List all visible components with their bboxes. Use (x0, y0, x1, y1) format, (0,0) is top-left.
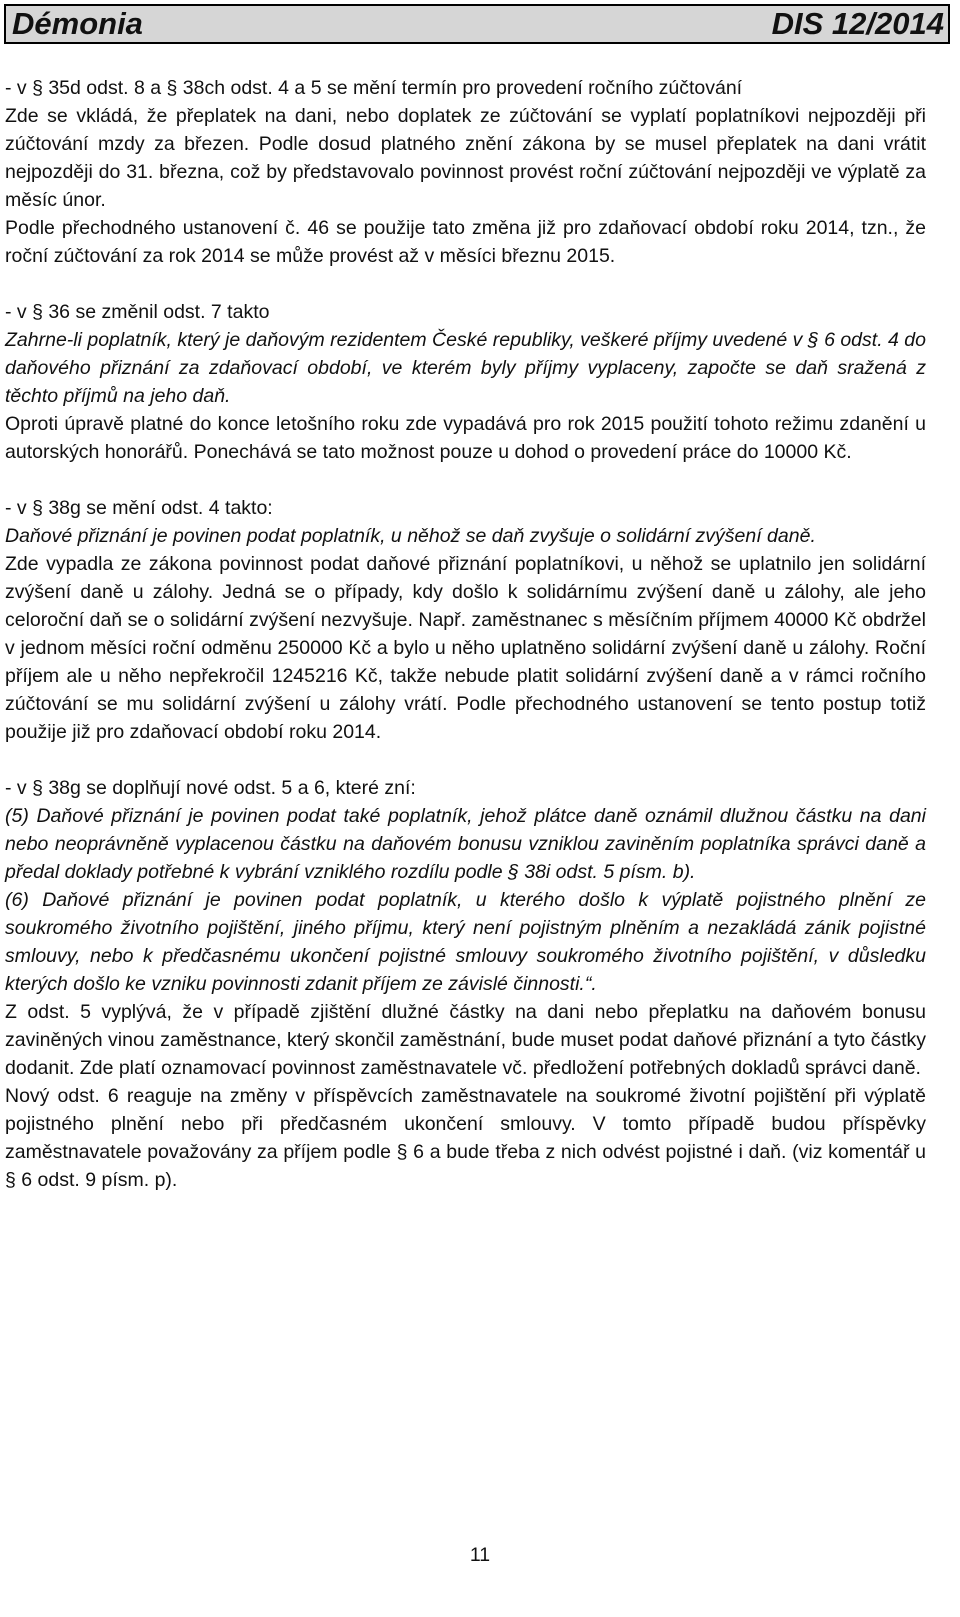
document-body (5, 74, 926, 1194)
section-4-paragraph-4: Nový odst. 6 reaguje na změny v příspěvcích zaměstnavatele na soukromé životní pojištění při výplatě pojistného plnění nebo při předčasném ukončení smlouvy. V tomto případě budou příspěvky zaměstnavatele považovány za příjem podle § 6 a bude třeba z nich odvést pojistné i daň. (viz komentář u § 6 odst. 9 písm. p). (5, 1085, 926, 1191)
section-4-paragraph-3: Z odst. 5 vyplývá, že v případě zjištění dlužné částky na dani nebo přeplatku na daňovém bonusu zaviněných vinou zaměstnance, který skončil zaměstnání, bude muset podat daňové přiznání a tyto částky dodanit. Zde platí oznamovací povinnost zaměstnavatele vč. předložení potřebných dokladů správci daně. (5, 1001, 926, 1079)
section-1-paragraph-1: Zde se vkládá, že přeplatek na dani, nebo doplatek ze zúčtování se vyplatí poplatníkovi nejpozději při zúčtování mzdy za březen. Podle dosud platného znění zákona by se musel přeplatek na dani vrátit nejpozději do 31. března, což by představovalo povinnost provést roční zúčtování nejpozději ve výplatě za měsíc únor. (5, 105, 926, 211)
header-title-left: Démonia (12, 6, 143, 41)
page-header (4, 4, 950, 44)
section-2-bullet: - v § 36 se změnil odst. 7 takto (5, 301, 270, 323)
page-number: 11 (469, 1544, 491, 1566)
section-1-bullet: - v § 35d odst. 8 a § 38ch odst. 4 a 5 se mění termín pro provedení ročního zúčtování (5, 77, 743, 99)
section-4-paragraph-1: (5) Daňové přiznání je povinen podat také poplatník, jehož plátce daně oznámil dlužnou částku na dani nebo neoprávněně vyplacenou částku na daňovém bonusu vzniklou zaviněním poplatníka správci daně a předal doklady potřebné k vybrání vzniklého rozdílu podle § 38i odst. 5 písm. b). (5, 805, 926, 883)
section-3-paragraph-2: Zde vypadla ze zákona povinnost podat daňové přiznání poplatníkovi, u něhož se uplatnilo jen solidární zvýšení daně u zálohy. Jedná se o případy, kdy došlo k solidárnímu zvýšení daně u zálohy, ale jeho celoroční daň se o solidární zvýšení nezvyšuje. Např. zaměstnanec s měsíčním příjmem 40000 Kč obdržel v jednom měsíci roční odměnu 250000 Kč a bylo u něho uplatněno solidární zvýšení daně u zálohy. Roční příjem ale u něho nepřekročil 1245216 Kč, takže nebude platit solidární zvýšení daně a v rámci ročního zúčtování se mu solidární zvýšení u zálohy vrátí. Podle přechodného ustanovení se tento postup totiž použije již pro zdaňovací období roku 2014. (5, 553, 926, 743)
section-2-paragraph-1: Zahrne-li poplatník, který je daňovým rezidentem České republiky, veškeré příjmy uvedené v § 6 odst. 4 do daňového přiznání za zdaňovací období, ve kterém byly příjmy vyplaceny, započte se daň sražená z těchto příjmů na jeho daň. (5, 329, 926, 407)
section-2-paragraph-2: Oproti úpravě platné do konce letošního roku zde vypadává pro rok 2015 použití tohoto režimu zdanění u autorských honorářů. Ponechává se tato možnost pouze u dohod o provedení práce do 10000 Kč. (5, 413, 926, 463)
section-3-paragraph-1: Daňové přiznání je povinen podat poplatník, u něhož se daň zvyšuje o solidární zvýšení daně. (5, 525, 816, 547)
spacer (5, 746, 926, 774)
section-3-bullet: - v § 38g se mění odst. 4 takto: (5, 497, 273, 519)
spacer (5, 270, 926, 298)
section-4-bullet: - v § 38g se doplňují nové odst. 5 a 6, které zní: (5, 777, 416, 799)
header-title-right: DIS 12/2014 (771, 6, 944, 41)
section-1-paragraph-2: Podle přechodného ustanovení č. 46 se použije tato změna již pro zdaňovací období roku 2014, tzn., že roční zúčtování za rok 2014 se může provést až v měsíci březnu 2015. (5, 217, 926, 267)
spacer (5, 466, 926, 494)
section-4-paragraph-2: (6) Daňové přiznání je povinen podat poplatník, u kterého došlo k výplatě pojistného plnění ze soukromého životního pojištění, jiného příjmu, který není pojistným plněním a nezakládá zánik pojistné smlouvy, nebo k předčasnému ukončení pojistné smlouvy soukromého životního pojištění, v důsledku kterých došlo ke vzniku povinnosti zdanit příjem ze závislé činnosti.“. (5, 889, 926, 995)
